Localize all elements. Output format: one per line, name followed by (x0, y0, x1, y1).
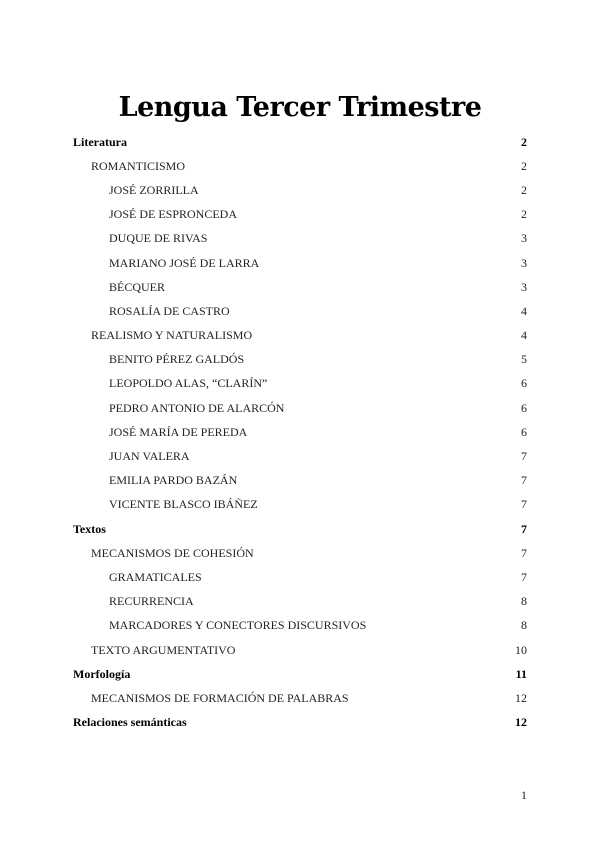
toc-entry[interactable] (73, 493, 527, 517)
toc-entry[interactable] (73, 444, 527, 468)
toc-entry[interactable] (73, 638, 527, 662)
toc-entry-label: VICENTE BLASCO IBÁÑEZ (109, 497, 258, 512)
toc-entry-page: 2 (521, 134, 527, 149)
toc-entry-label: MECANISMOS DE FORMACIÓN DE PALABRAS (91, 690, 349, 705)
toc-entry-label: GRAMATICALES (109, 569, 202, 584)
toc-entry-label: BÉCQUER (109, 279, 166, 294)
toc-entry-label: EMILIA PARDO BAZÁN (109, 473, 238, 488)
toc-entry[interactable] (73, 517, 527, 541)
toc-entry-page: 8 (521, 594, 527, 609)
toc-entry[interactable] (73, 686, 527, 710)
toc-entry-label: MECANISMOS DE COHESIÓN (91, 545, 254, 560)
toc-entry-label: PEDRO ANTONIO DE ALARCÓN (109, 400, 285, 415)
toc-entry-label: DUQUE DE RIVAS (109, 231, 208, 246)
toc-entry[interactable] (73, 348, 527, 372)
toc-entry[interactable] (73, 541, 527, 565)
toc-entry-page: 3 (521, 279, 527, 294)
toc-entry-label: TEXTO ARGUMENTATIVO (91, 642, 236, 657)
toc-entry-page: 2 (521, 158, 527, 173)
toc-entry-label: JOSÉ MARÍA DE PEREDA (109, 424, 248, 439)
toc-entry[interactable] (73, 614, 527, 638)
toc-entry[interactable] (73, 711, 527, 735)
toc-entry-label: JOSÉ ZORRILLA (109, 182, 199, 197)
toc-entry[interactable] (73, 130, 527, 154)
toc-entry-page: 7 (521, 497, 527, 512)
toc-entry[interactable] (73, 565, 527, 589)
toc-entry-label: JOSÉ DE ESPRONCEDA (109, 207, 238, 222)
toc-entry-page: 10 (515, 642, 527, 657)
toc-entry-page: 4 (521, 328, 527, 343)
toc-entry[interactable] (73, 203, 527, 227)
toc-entry-page: 7 (521, 449, 527, 464)
toc-entry-label: Textos (73, 521, 106, 536)
toc-entry-page: 7 (521, 545, 527, 560)
toc-entry-page: 5 (521, 352, 527, 367)
toc-entry-page: 4 (521, 303, 527, 318)
toc-entry[interactable] (73, 227, 527, 251)
toc-entry[interactable] (73, 251, 527, 275)
toc-entry-label: ROMANTICISMO (91, 158, 186, 173)
toc-entry-label: ROSALÍA DE CASTRO (109, 303, 230, 318)
toc-entry-label: BENITO PÉREZ GALDÓS (109, 352, 245, 367)
toc-entry[interactable] (73, 662, 527, 686)
toc-entry[interactable] (73, 469, 527, 493)
toc-entry-label: Morfología (73, 666, 131, 681)
toc-entry-label: REALISMO Y NATURALISMO (91, 328, 253, 343)
toc-entry[interactable] (73, 590, 527, 614)
toc-entry-page: 6 (521, 424, 527, 439)
page-number: 1 (521, 788, 527, 802)
toc-entry-page: 6 (521, 400, 527, 415)
toc-entry-label: Relaciones semánticas (73, 715, 187, 730)
toc-entry[interactable] (73, 275, 527, 299)
toc-entry-page: 7 (521, 521, 527, 536)
toc-entry-page: 8 (521, 618, 527, 633)
table-of-contents (73, 130, 527, 735)
toc-entry-label: LEOPOLDO ALAS, “CLARÍN” (109, 376, 268, 391)
toc-entry[interactable] (73, 420, 527, 444)
toc-entry-page: 3 (521, 231, 527, 246)
toc-entry[interactable] (73, 154, 527, 178)
toc-entry-label: RECURRENCIA (109, 594, 194, 609)
toc-entry[interactable] (73, 372, 527, 396)
toc-entry[interactable] (73, 324, 527, 348)
toc-entry-page: 3 (521, 255, 527, 270)
toc-entry-page: 2 (521, 207, 527, 222)
toc-entry[interactable] (73, 396, 527, 420)
toc-entry-page: 12 (515, 690, 527, 705)
toc-entry-label: Literatura (73, 134, 127, 149)
toc-entry-label: MARIANO JOSÉ DE LARRA (109, 255, 260, 270)
toc-entry-page: 7 (521, 473, 527, 488)
toc-entry[interactable] (73, 299, 527, 323)
toc-entry-page: 7 (521, 569, 527, 584)
toc-entry[interactable] (73, 178, 527, 202)
toc-entry-page: 6 (521, 376, 527, 391)
page-title: Lengua Tercer Trimestre (118, 92, 482, 124)
toc-entry-page: 11 (515, 666, 527, 681)
toc-entry-label: JUAN VALERA (109, 449, 190, 464)
toc-entry-page: 2 (521, 182, 527, 197)
toc-entry-page: 12 (515, 715, 527, 730)
toc-entry-label: MARCADORES Y CONECTORES DISCURSIVOS (109, 618, 367, 633)
